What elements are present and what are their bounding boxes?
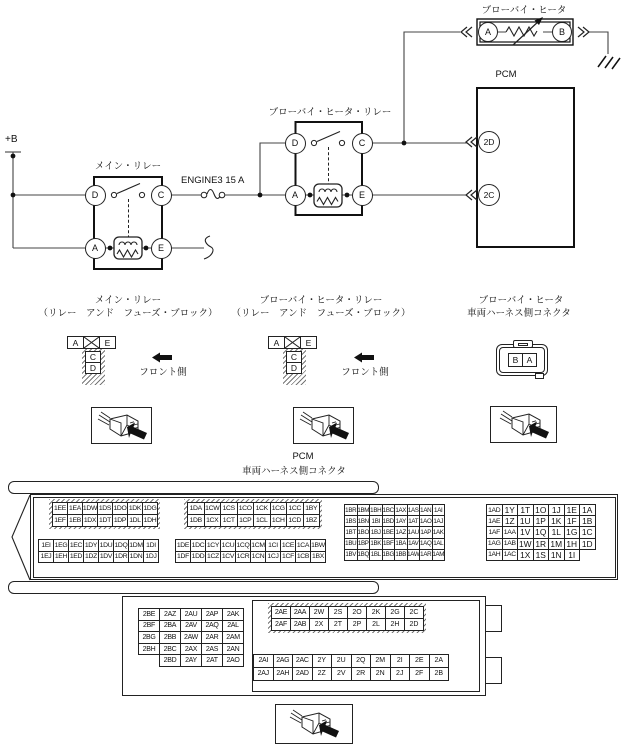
pin-cell: 1J — [548, 504, 565, 516]
pin-cell: 2AG — [273, 654, 294, 668]
pin-cell: 1BX — [310, 551, 326, 564]
pcm-box — [477, 88, 574, 247]
pin-cell: 1BH — [369, 504, 383, 516]
pin-cell-empty — [138, 654, 160, 667]
pin-cell: 1BY — [303, 502, 321, 515]
pin-cell: 1AQ — [419, 538, 433, 550]
pin-cell: 2AA — [290, 606, 310, 619]
pin-cell: 1CG — [270, 502, 288, 515]
pin-cell: 2BB — [159, 631, 181, 644]
pin-block-1b — [344, 504, 444, 560]
pin-cell: 1DJ — [143, 551, 159, 564]
pin-cell: 2AQ — [201, 620, 223, 633]
front-arrow-icon — [354, 352, 374, 363]
relay-pin-a: A — [67, 336, 84, 349]
pin-cell: 1DK — [127, 502, 143, 515]
pin-cell: 2AU — [180, 608, 202, 621]
heater-title: ブローバイ・ヒータ — [481, 5, 567, 16]
pin-block-2b — [138, 608, 243, 666]
pin-cell: 1AJ — [432, 515, 446, 527]
pin-cell: 1AX — [394, 504, 408, 516]
pin-cell: 1BG — [382, 549, 396, 561]
pin-cell: 1BJ — [369, 526, 383, 538]
pin-cell: 2E — [409, 654, 430, 668]
relay-pin-column — [283, 348, 306, 385]
pin-cell: 2AS — [201, 643, 223, 656]
pin-cell: 1N — [548, 549, 565, 561]
connector-notch — [535, 373, 544, 379]
pin-cell: 1DF — [175, 551, 191, 564]
pin-cell: 1AB — [502, 538, 519, 550]
pin-cell: 2U — [331, 654, 352, 668]
pin-block-shielded — [184, 499, 322, 529]
pin-cell: 1Y — [502, 504, 519, 516]
connector-rail-bottom — [8, 581, 379, 594]
pin-cell: 2BH — [138, 643, 160, 656]
pin-cell: 1EH — [53, 551, 69, 564]
conn-heater-relay-subtitle: （リレー アンド フューズ・ブロック） — [231, 308, 411, 319]
main-relay-coil-icon — [108, 237, 149, 259]
pin-cell: 2N — [370, 667, 391, 681]
pin-cell: 1CB — [295, 551, 311, 564]
pin-cell: 1CQ — [235, 539, 251, 552]
front-side-label: フロント側 — [139, 367, 187, 378]
main-relay-title: メイン・リレー — [94, 161, 162, 172]
pin-cell: 1CF — [280, 551, 296, 564]
pin-cell: 1ED — [68, 551, 84, 564]
pin-cell: 1H — [564, 538, 581, 550]
pin-cell: 2A — [429, 654, 450, 668]
main-relay-switch-icon — [111, 184, 144, 238]
main-relay-pin-diagram — [67, 336, 115, 385]
pin-cell: 2BF — [138, 620, 160, 633]
pin-cell: 1AN — [419, 504, 433, 516]
heater-relay-title: ブローバイ・ヒータ・リレー — [268, 107, 392, 118]
heater-conn-pin-b: B — [508, 353, 523, 367]
connector-sketch-icon — [286, 708, 342, 740]
pin-cell: 1AA — [502, 526, 519, 538]
heater-connector-face — [496, 344, 550, 384]
pin-cell: 1AI — [432, 504, 446, 516]
pin-cell: 1CX — [204, 514, 222, 527]
heater-terminal-a: A — [478, 22, 498, 42]
pin-cell: 1CV — [220, 551, 236, 564]
pin-cell: 2F — [409, 667, 430, 681]
pcm-connector-title: PCM — [292, 451, 314, 462]
pin-cell: 1DX — [82, 514, 98, 527]
pin-cell: 1AT — [407, 515, 421, 527]
pin-cell: 1E — [564, 504, 581, 516]
pin-cell: 2W — [309, 606, 329, 619]
pin-cell: 1AY — [394, 515, 408, 527]
connector-chevron-icon — [461, 27, 472, 37]
pin-cell: 1S — [533, 549, 550, 561]
pin-cell: 1DE — [175, 539, 191, 552]
heater-connector-inner — [499, 347, 545, 373]
pin-block-1a — [486, 504, 595, 560]
pin-cell: 2AI — [253, 654, 274, 668]
pin-cell: 1EJ — [38, 551, 54, 564]
heater-relay-terminal-c: C — [352, 133, 373, 154]
fuse-label: ENGINE3 15 A — [181, 175, 245, 186]
heater-terminal-b: B — [552, 22, 572, 42]
pin-cell: 1BO — [357, 526, 371, 538]
pin-cell: 1CU — [220, 539, 236, 552]
pin-cell: 1DO — [112, 502, 128, 515]
pin-cell: 2AK — [222, 608, 244, 621]
relay-pin-d: D — [286, 362, 302, 374]
pin-cell: 1CN — [250, 551, 266, 564]
pin-cell: 1BA — [394, 538, 408, 550]
pin-cell: 2C — [404, 606, 424, 619]
pin-cell: 1Q — [533, 526, 550, 538]
pin-cell: 1C — [579, 526, 596, 538]
pin-cell: 1DM — [128, 539, 144, 552]
pin-cell: 2T — [328, 618, 348, 631]
pin-cell: 1CH — [270, 514, 288, 527]
main-relay-terminal-d: D — [85, 185, 106, 206]
pin-cell: 1BW — [310, 539, 326, 552]
pin-cell: 1BF — [382, 538, 396, 550]
pin-cell: 2AP — [201, 608, 223, 621]
pin-cell: 1EG — [53, 539, 69, 552]
pin-cell: 1CP — [237, 514, 255, 527]
pin-cell: 1BI — [369, 515, 383, 527]
relay-pin-a: A — [268, 336, 285, 349]
pin-cell: 2BG — [138, 631, 160, 644]
pin-block-1e — [52, 502, 157, 526]
pin-cell: 2AZ — [159, 608, 181, 621]
pin-cell: 2AM — [222, 631, 244, 644]
pin-cell: 2AV — [180, 620, 202, 633]
conn-heater-title: ブローバイ・ヒータ — [478, 295, 564, 306]
relay-pin-c: C — [286, 351, 302, 363]
fuse-icon — [201, 190, 225, 199]
pin-cell: 2Q — [351, 654, 372, 668]
connector-chevron-icon — [466, 190, 477, 200]
pin-cell: 1CT — [220, 514, 238, 527]
pin-block-shielded — [268, 603, 426, 633]
relay-pin-d: D — [85, 362, 101, 374]
pin-cell: 1DV — [98, 551, 114, 564]
pin-cell: 1CL — [253, 514, 271, 527]
variable-resistor-icon — [506, 17, 543, 45]
pin-cell: 2AO — [222, 654, 244, 667]
main-relay-terminal-e: E — [151, 238, 172, 259]
conn-heater-subtitle: 車両ハーネス側コネクタ — [467, 308, 571, 319]
pin-cell: 1DN — [128, 551, 144, 564]
pin-cell: 1X — [517, 549, 534, 561]
heater-conn-pin-a: A — [522, 353, 537, 367]
pin-cell: 1BL — [369, 549, 383, 561]
pin-cell: 2Y — [312, 654, 333, 668]
pin-cell: 2AW — [180, 631, 202, 644]
pin-cell: 1DH — [142, 514, 158, 527]
pin-cell: 1G — [564, 526, 581, 538]
pin-cell: 2L — [366, 618, 386, 631]
relay-pin-column — [82, 348, 105, 385]
pin-cell: 2D — [404, 618, 424, 631]
pin-cell: 1BE — [382, 526, 396, 538]
pin-cell: 2B — [429, 667, 450, 681]
conn-main-relay-title: メイン・リレー — [94, 295, 162, 306]
pin-cell: 2AJ — [253, 667, 274, 681]
pin-cell: 1DB — [187, 514, 205, 527]
pin-cell: 2O — [347, 606, 367, 619]
pin-cell: 2AX — [180, 643, 202, 656]
pin-cell: 2X — [309, 618, 329, 631]
ground-icon — [598, 56, 620, 69]
pin-cell: 1AO — [419, 515, 433, 527]
pin-cell: 1EC — [68, 539, 84, 552]
relay-pin-e: E — [300, 336, 317, 349]
pin-cell: 2AH — [273, 667, 294, 681]
pin-cell: 1DU — [98, 539, 114, 552]
front-side-label: フロント側 — [341, 367, 389, 378]
pin-cell: 1CO — [237, 502, 255, 515]
pin-cell: 1V — [517, 526, 534, 538]
pin-cell: 1CA — [295, 539, 311, 552]
pin-cell: 1Z — [502, 515, 519, 527]
pin-cell: 1BD — [382, 515, 396, 527]
pin-cell: 2AR — [201, 631, 223, 644]
pin-cell: 2I — [390, 654, 411, 668]
pin-block-1d — [187, 502, 319, 526]
pin-cell: 1AD — [486, 504, 503, 516]
pin-block-shielded — [49, 499, 160, 529]
wire-continuation-icon — [204, 236, 213, 259]
pin-cell: 1DQ — [113, 539, 129, 552]
pin-cell: 2AF — [271, 618, 291, 631]
heater-relay-pin-diagram — [268, 336, 316, 385]
pin-cell: 1BB — [394, 549, 408, 561]
pin-cell: 1B — [579, 515, 596, 527]
pin-cell: 2V — [331, 667, 352, 681]
pin-cell: 2AL — [222, 620, 244, 633]
pin-cell: 1DT — [97, 514, 113, 527]
pin-cell: 1EI — [38, 539, 54, 552]
pin-cell: 2AN — [222, 643, 244, 656]
pin-cell: 2M — [370, 654, 391, 668]
pin-cell: 1CY — [205, 539, 221, 552]
pin-cell: 1CI — [265, 539, 281, 552]
pin-cell: 1R — [533, 538, 550, 550]
pin-cell: 1CJ — [265, 551, 281, 564]
pin-cell: 1AZ — [394, 526, 408, 538]
pin-cell: 1AF — [486, 526, 503, 538]
pin-cell: 1AH — [486, 549, 503, 561]
pin-cell: 2BD — [159, 654, 181, 667]
pin-block-2a-bottom — [253, 654, 448, 680]
pin-cell: 1DA — [187, 502, 205, 515]
pin-cell: 1CM — [250, 539, 266, 552]
pin-cell: 1BV — [344, 549, 358, 561]
pin-cell: 1L — [548, 526, 565, 538]
pin-block-1c — [175, 539, 325, 562]
pin-cell: 1AS — [407, 504, 421, 516]
pcm-pin-2c: 2C — [478, 184, 500, 206]
pin-cell: 1AE — [486, 515, 503, 527]
pin-cell: 1AK — [432, 526, 446, 538]
pin-cell: 1DG — [142, 502, 158, 515]
pin-cell: 1AV — [407, 538, 421, 550]
main-relay-terminal-a: A — [85, 238, 106, 259]
heater-relay-terminal-d: D — [285, 133, 306, 154]
pcm-connector-1 — [8, 479, 620, 595]
pin-cell: 1DZ — [83, 551, 99, 564]
pin-cell: 1CR — [235, 551, 251, 564]
connector-chevron-icon — [466, 137, 477, 147]
pin-cell: 1AW — [407, 549, 421, 561]
pin-cell: 2H — [385, 618, 405, 631]
pin-cell: 1DD — [190, 551, 206, 564]
pin-cell: 1CD — [286, 514, 304, 527]
pin-cell: 2P — [347, 618, 367, 631]
pin-cell: 2BA — [159, 620, 181, 633]
connector-left-edge — [8, 479, 38, 595]
pin-cell: 1I — [564, 549, 581, 561]
pin-block-2a-top — [271, 606, 423, 630]
connector-sketch-icon — [496, 409, 552, 441]
pin-cell: 1AU — [407, 526, 421, 538]
pin-cell: 2AE — [271, 606, 291, 619]
pin-cell: 2AD — [292, 667, 313, 681]
heater-connector-body — [496, 344, 548, 376]
pin-cell: 2G — [385, 606, 405, 619]
pin-cell: 2BC — [159, 643, 181, 656]
pin-cell: 1U — [517, 515, 534, 527]
pin-cell: 1F — [564, 515, 581, 527]
crossed-box-icon — [284, 336, 301, 349]
pin-cell: 2AT — [201, 654, 223, 667]
pin-cell: 1W — [518, 538, 532, 549]
pin-cell: 2AB — [290, 618, 310, 631]
connector-illustration — [275, 704, 353, 744]
pin-cell: 1BZ — [303, 514, 321, 527]
conn-main-relay-subtitle: （リレー アンド フューズ・ブロック） — [38, 308, 218, 319]
connector-chevron-icon — [578, 27, 589, 37]
pin-cell: 1CC — [286, 502, 304, 515]
pin-cell: 1BM — [357, 504, 371, 516]
pin-cell: 2AY — [180, 654, 202, 667]
connector-sketch-icon — [94, 410, 150, 442]
pin-cell: 1EB — [67, 514, 83, 527]
pcm-connector-2 — [122, 594, 512, 700]
pin-cell: 1DY — [83, 539, 99, 552]
pin-cell: 1AL — [432, 538, 446, 550]
pin-cell: 1P — [533, 515, 550, 527]
pin-cell: 1AM — [432, 549, 446, 561]
pcm-pin-2d: 2D — [478, 131, 500, 153]
relay-pin-c: C — [85, 351, 101, 363]
pin-cell: 1CZ — [205, 551, 221, 564]
pin-cell: 1DI — [143, 539, 159, 552]
pin-cell: 1DR — [113, 551, 129, 564]
pin-cell: 1CW — [204, 502, 222, 515]
connector-sketch-icon — [296, 410, 352, 442]
heater-relay-terminal-e: E — [352, 185, 373, 206]
pin-cell: 1T — [517, 504, 534, 516]
pin-cell: 1BS — [344, 515, 358, 527]
pin-cell: 1EF — [52, 514, 68, 527]
pin-cell: 1CE — [280, 539, 296, 552]
pin-cell: 1BT — [344, 526, 358, 538]
main-relay-terminal-c: C — [151, 185, 172, 206]
pin-cell: 1CS — [220, 502, 238, 515]
pin-cell: 1DW — [82, 502, 98, 515]
pcm-connector-subtitle: 車両ハーネス側コネクタ — [242, 466, 346, 477]
pin-cell: 2BE — [138, 608, 160, 621]
pin-cell: 1K — [548, 515, 565, 527]
pin-cell: 1DS — [97, 502, 113, 515]
pin-cell: 1BC — [382, 504, 396, 516]
power-label: +B — [5, 134, 18, 145]
pin-cell: 2R — [351, 667, 372, 681]
pin-cell: 1AG — [486, 538, 503, 550]
pin-cell: 1BK — [369, 538, 383, 550]
pin-cell: 1BU — [344, 538, 358, 550]
pin-cell: 1AP — [419, 526, 433, 538]
pin-cell: 1O — [533, 504, 550, 516]
pin-cell: 2AC — [292, 654, 313, 668]
pin-cell: 1BR — [344, 504, 358, 516]
pin-cell: 1CK — [253, 502, 271, 515]
connector-illustration — [293, 407, 354, 444]
pin-cell: 1A — [579, 504, 596, 516]
pin-cell: 1AC — [502, 549, 519, 561]
relay-pin-e: E — [99, 336, 116, 349]
connector-rail-top — [8, 481, 379, 494]
pin-cell: 2K — [366, 606, 386, 619]
pin-cell: 1EE — [52, 502, 68, 515]
pin-cell: 1DC — [190, 539, 206, 552]
heater-relay-switch-icon — [311, 132, 344, 185]
pin-cell: 1D — [579, 538, 596, 550]
pin-cell: 1BP — [357, 538, 371, 550]
crossed-box-icon — [83, 336, 100, 349]
pin-cell: 1BN — [357, 515, 371, 527]
pin-cell: 2Z — [312, 667, 333, 681]
pin-block-1e-lower — [38, 539, 158, 562]
pin-cell: 1DL — [127, 514, 143, 527]
conn-heater-relay-title: ブローバイ・ヒータ・リレー — [259, 295, 383, 306]
heater-relay-terminal-a: A — [285, 185, 306, 206]
pin-cell: 1DP — [112, 514, 128, 527]
pin-cell: 1BQ — [357, 549, 371, 561]
pin-cell: 1M — [548, 538, 565, 550]
pin-cell: 2S — [328, 606, 348, 619]
pin-cell: 1AR — [419, 549, 433, 561]
connector-illustration — [490, 406, 557, 443]
pin-cell: 2J — [390, 667, 411, 681]
pcm-title: PCM — [495, 69, 517, 80]
pin-cell: 1EA — [67, 502, 83, 515]
front-arrow-icon — [152, 352, 172, 363]
connector-illustration — [91, 407, 152, 444]
